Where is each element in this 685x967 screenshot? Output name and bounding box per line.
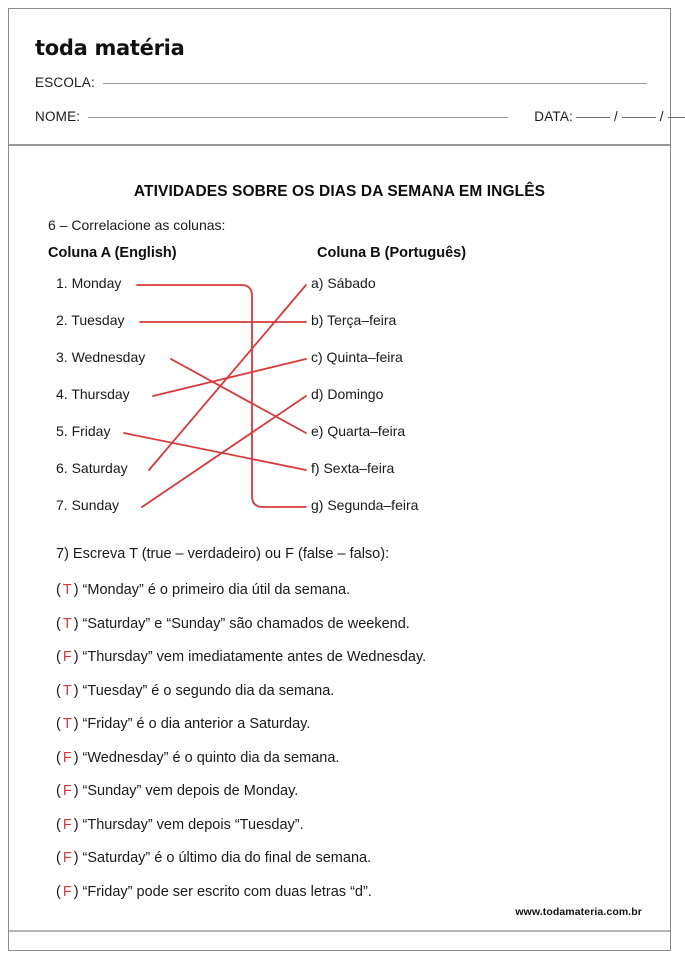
paren-open: ( [56, 850, 61, 866]
data-year-blank[interactable] [668, 117, 685, 118]
nome-label: NOME: [35, 109, 81, 124]
paren-close: ) [73, 716, 79, 732]
paren-open: ( [56, 682, 61, 699]
true-false-row [56, 708, 646, 742]
data-label: DATA: [534, 109, 574, 124]
statement-text: “Saturday” e “Sunday” são chamados de weekend. [82, 615, 410, 632]
column-b-item[interactable]: f) Sexta–feira [311, 460, 395, 476]
paren-close: ) [73, 682, 79, 699]
answer-mark[interactable]: T [62, 615, 72, 632]
data-month-blank[interactable] [622, 117, 656, 118]
paren-close: ) [73, 883, 79, 900]
column-b-item[interactable]: g) Segunda–feira [311, 497, 419, 513]
paren-open: ( [56, 582, 61, 598]
column-a-item[interactable]: 6. Saturday [56, 460, 128, 476]
paren-close: ) [73, 749, 79, 766]
escola-label: ESCOLA: [35, 75, 95, 90]
paren-open: ( [56, 816, 61, 833]
paren-close: ) [73, 783, 79, 799]
answer-mark[interactable]: F [62, 816, 72, 833]
statement-text: “Friday” é o dia anterior a Saturday. [82, 716, 311, 732]
matching-exercise-area [9, 265, 672, 520]
answer-mark[interactable]: T [62, 682, 72, 699]
column-a-item[interactable]: 4. Thursday [56, 386, 130, 402]
true-false-row [56, 641, 646, 675]
statement-text: “Friday” pode ser escrito com duas letras “d”. [82, 883, 372, 900]
match-connector-line [149, 285, 306, 470]
answer-mark[interactable]: T [62, 716, 72, 732]
data-slash-1: / [614, 109, 618, 124]
statement-text: “Wednesday” é o quinto dia da semana. [82, 749, 340, 766]
escola-write-line[interactable] [103, 83, 647, 84]
true-false-row [56, 809, 646, 843]
escola-field-row [35, 75, 647, 90]
paren-open: ( [56, 749, 61, 766]
page-title: ATIVIDADES SOBRE OS DIAS DA SEMANA EM INGLÊS [133, 183, 546, 200]
paren-close: ) [73, 649, 79, 665]
column-a-item[interactable]: 2. Tuesday [56, 312, 125, 328]
paren-close: ) [73, 615, 79, 632]
paren-close: ) [73, 582, 79, 598]
column-a-header: Coluna A (English) [48, 245, 177, 261]
match-connector-line [124, 433, 306, 470]
paren-open: ( [56, 716, 61, 732]
nome-write-line[interactable] [88, 117, 508, 118]
worksheet-header [9, 9, 670, 144]
answer-mark[interactable]: F [62, 749, 72, 766]
true-false-row [56, 876, 646, 910]
worksheet-page [8, 8, 671, 951]
statement-text: “Sunday” vem depois de Monday. [82, 783, 299, 799]
answer-mark[interactable]: T [62, 582, 72, 598]
column-b-item[interactable]: c) Quinta–feira [311, 349, 403, 365]
match-connector-line [153, 359, 306, 396]
match-connector-line [171, 359, 306, 433]
statement-text: “Tuesday” é o segundo dia da semana. [82, 682, 335, 699]
true-false-row [56, 842, 646, 876]
true-false-list [56, 574, 646, 909]
statement-text: “Thursday” vem depois “Tuesday”. [82, 816, 304, 833]
answer-mark[interactable]: F [62, 649, 72, 665]
true-false-row [56, 742, 646, 776]
header-divider [9, 144, 670, 146]
exercise-6-prompt: 6 – Correlacione as colunas: [48, 217, 226, 233]
paren-open: ( [56, 649, 61, 665]
nome-field-row [35, 109, 664, 124]
paren-close: ) [73, 816, 79, 833]
footer-url: www.todamateria.com.br [515, 906, 642, 918]
footer-divider [9, 930, 670, 932]
statement-text: “Thursday” vem imediatamente antes de Wednesday. [82, 649, 427, 665]
answer-mark[interactable]: F [62, 883, 72, 900]
data-field-group [534, 109, 685, 124]
paren-open: ( [56, 783, 61, 799]
statement-text: “Monday” é o primeiro dia útil da semana. [82, 582, 351, 598]
data-slash-2: / [659, 109, 664, 124]
column-a-item[interactable]: 3. Wednesday [56, 349, 146, 365]
paren-open: ( [56, 615, 61, 632]
column-b-item[interactable]: d) Domingo [311, 386, 384, 402]
true-false-row [56, 608, 646, 642]
match-connector-line [137, 285, 306, 507]
true-false-row [56, 574, 646, 608]
column-b-item[interactable]: e) Quarta–feira [311, 423, 406, 439]
statement-text: “Saturday” é o último dia do final de semana. [82, 850, 372, 866]
data-day-blank[interactable] [576, 117, 610, 118]
column-b-header: Coluna B (Português) [317, 245, 467, 261]
exercise-7-prompt: 7) Escreva T (true – verdadeiro) ou F (false – falso): [56, 546, 390, 562]
answer-mark[interactable]: F [62, 850, 72, 866]
column-a-item[interactable]: 1. Monday [56, 275, 122, 291]
column-b-item[interactable]: b) Terça–feira [311, 312, 397, 328]
answer-mark[interactable]: F [62, 783, 72, 799]
column-a-item[interactable]: 5. Friday [56, 423, 111, 439]
paren-open: ( [56, 883, 61, 900]
column-b-item[interactable]: a) Sábado [311, 275, 376, 291]
true-false-row [56, 675, 646, 709]
column-a-item[interactable]: 7. Sunday [56, 497, 120, 513]
match-connector-line [142, 396, 306, 507]
brand-logo: toda matéria [35, 36, 185, 60]
paren-close: ) [73, 850, 79, 866]
true-false-row [56, 775, 646, 809]
